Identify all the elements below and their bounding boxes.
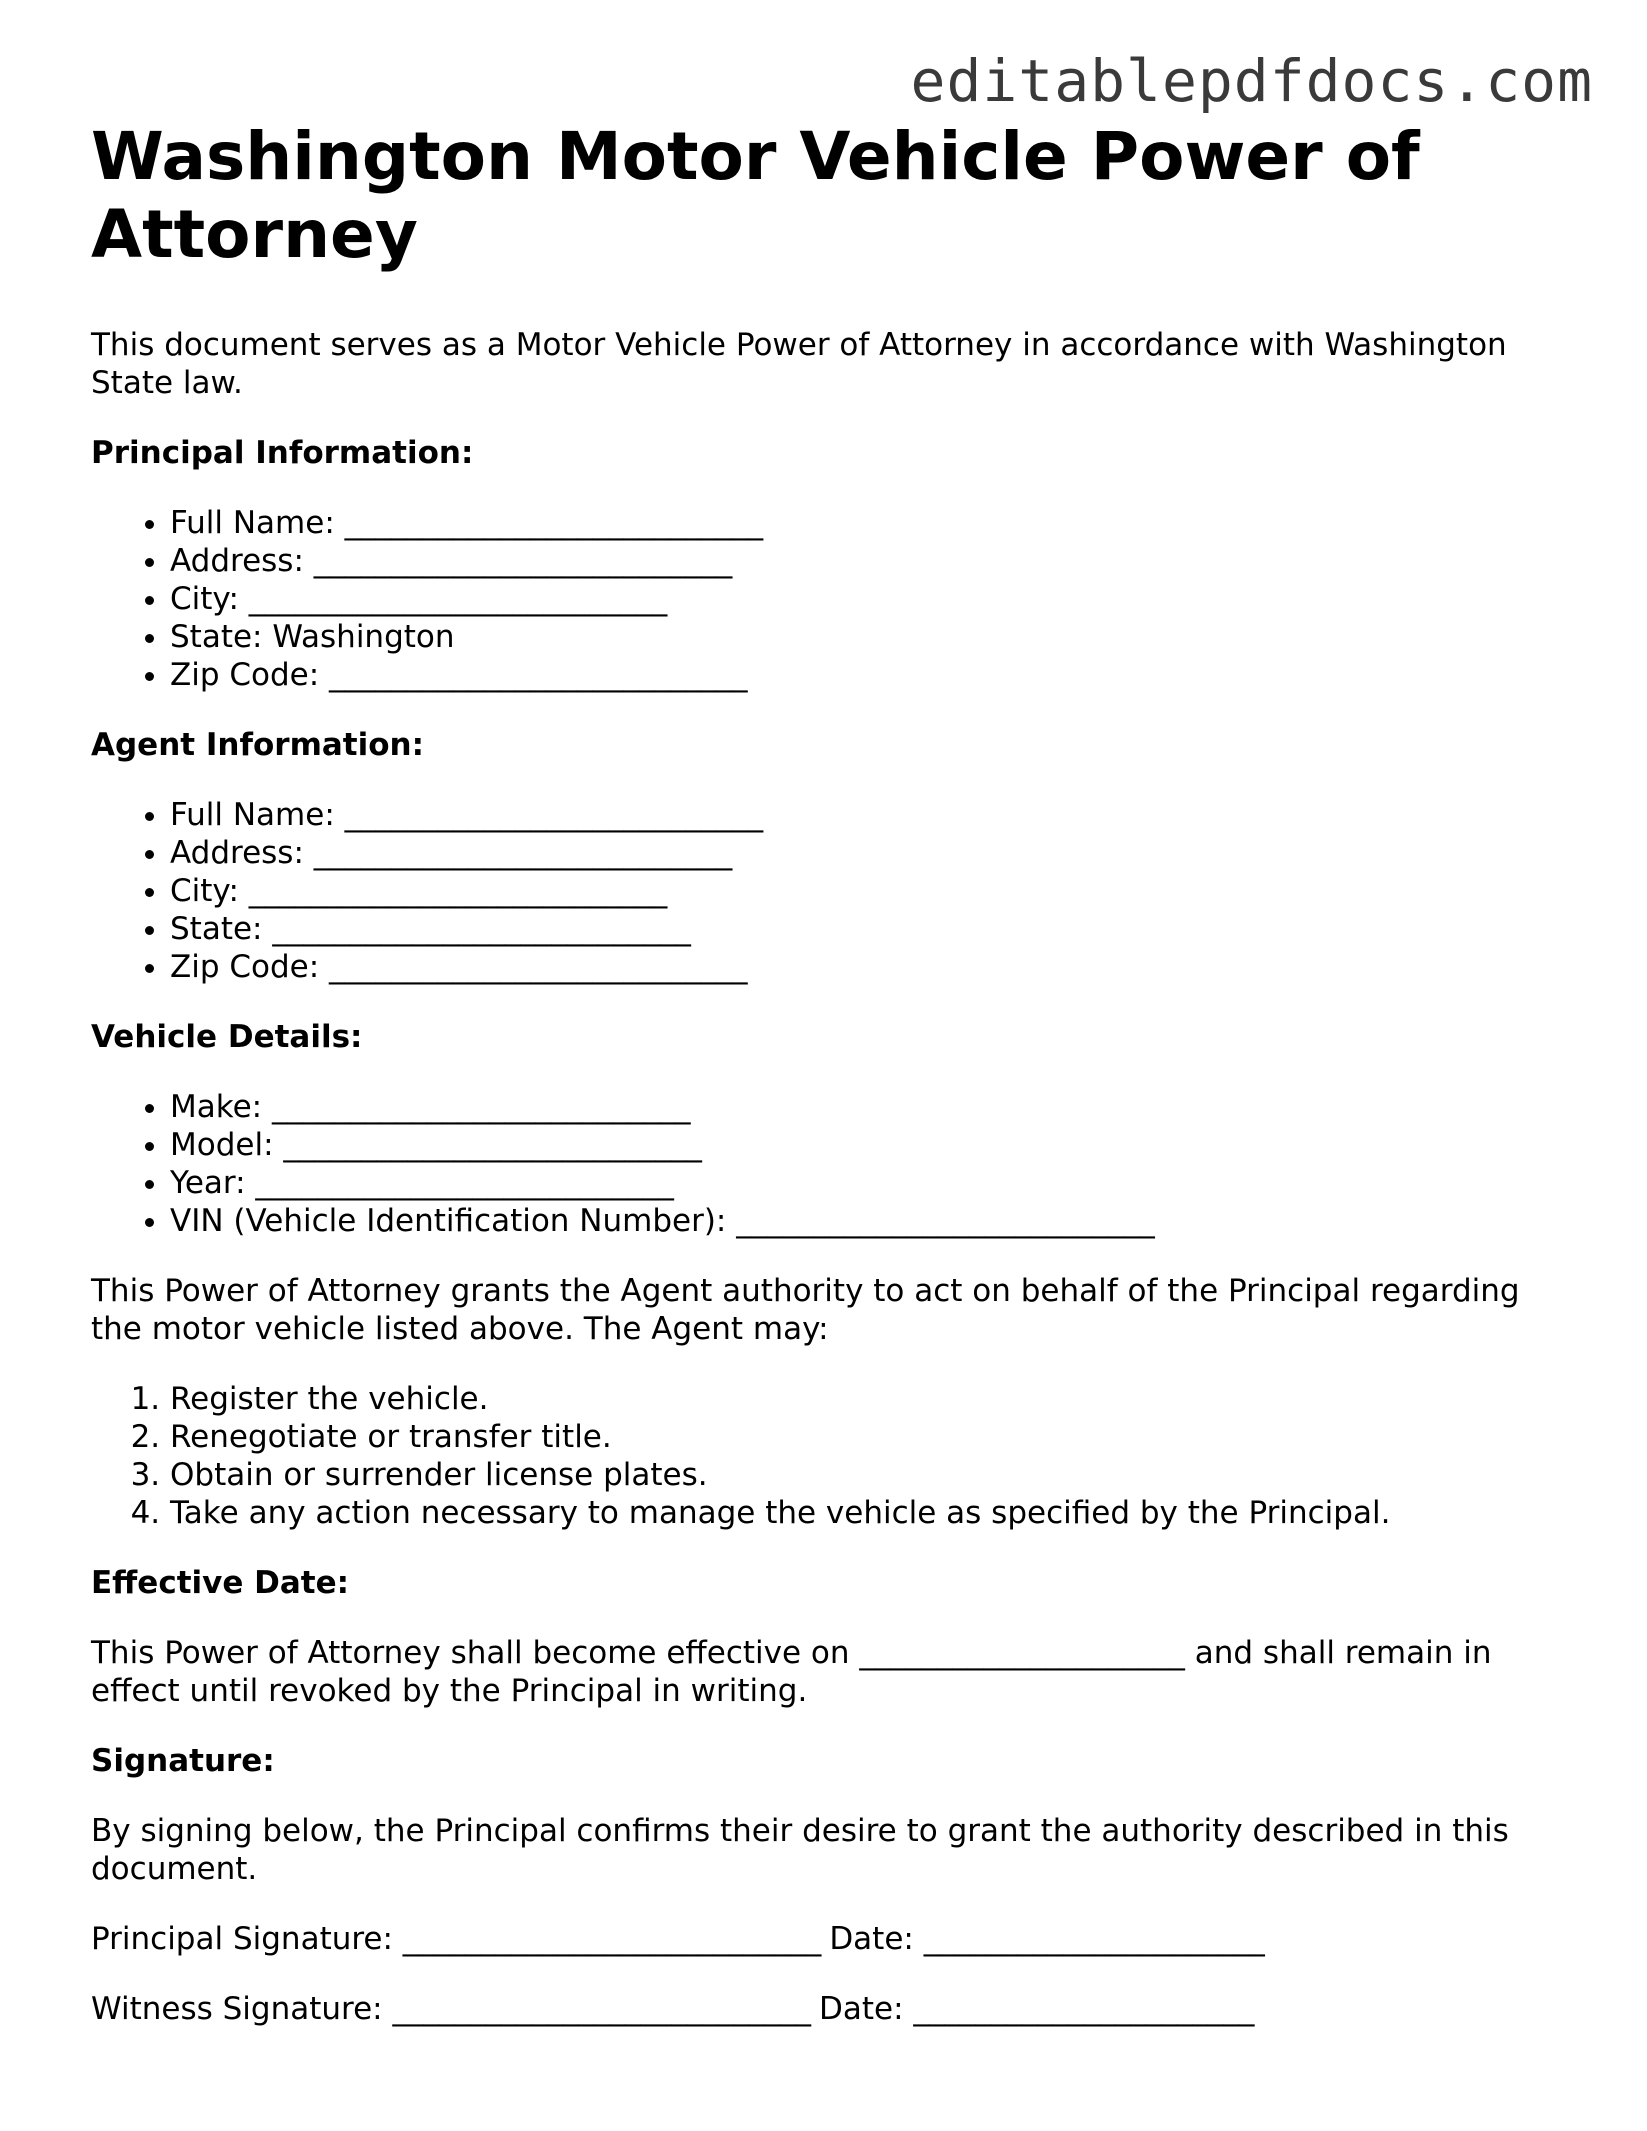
power-item: 1. Register the vehicle. (170, 1380, 1571, 1418)
principal-signature-field: Principal Signature: ___________________________ (91, 1921, 822, 1957)
agent-full-name: • Full Name: ___________________________ (170, 796, 1571, 834)
intro-paragraph: This document serves as a Motor Vehicle Power of Attorney in accordance with Washington State law. (91, 327, 1507, 401)
grant-paragraph: This Power of Attorney grants the Agent authority to act on behalf of the Principal regarding the motor vehicle listed above. The Agent may: (91, 1273, 1520, 1347)
vehicle-heading: Vehicle Details: (91, 1019, 363, 1055)
page-title: Washington Motor Vehicle Power of Attorney (91, 118, 1420, 273)
vehicle-year: • Year: ___________________________ (170, 1164, 1571, 1202)
signature-paragraph: By signing below, the Principal confirms their desire to grant the authority described in this document. (91, 1813, 1509, 1887)
principal-state: • State: Washington (170, 618, 1571, 656)
power-item: 3. Obtain or surrender license plates. (170, 1456, 1571, 1494)
agent-city: • City: ___________________________ (170, 872, 1571, 910)
powers-list (91, 1380, 1571, 1532)
agent-state: • State: ___________________________ (170, 910, 1571, 948)
agent-info-list (91, 796, 1571, 986)
agent-zip: • Zip Code: ___________________________ (170, 948, 1571, 986)
vehicle-make: • Make: ___________________________ (170, 1088, 1571, 1126)
principal-address: • Address: ___________________________ (170, 542, 1571, 580)
power-item: 2. Renegotiate or transfer title. (170, 1418, 1571, 1456)
vehicle-vin: • VIN (Vehicle Identification Number): ___________________________ (170, 1202, 1571, 1240)
witness-signature-field: Witness Signature: ___________________________ (91, 1991, 811, 2027)
agent-address: • Address: ___________________________ (170, 834, 1571, 872)
document-page (91, 118, 1571, 2060)
vehicle-details-list (91, 1088, 1571, 1240)
principal-zip: • Zip Code: ___________________________ (170, 656, 1571, 694)
witness-date-field: Date: ______________________ (818, 1991, 1255, 2027)
principal-full-name: • Full Name: ___________________________ (170, 504, 1571, 542)
principal-heading: Principal Information: (91, 435, 474, 471)
witness-signature-line (91, 1990, 1571, 2028)
principal-info-list (91, 504, 1571, 694)
effective-paragraph: This Power of Attorney shall become effective on _____________________ and shall remain in effect until revoked by the Principal in writing. (91, 1635, 1492, 1709)
agent-heading: Agent Information: (91, 727, 424, 763)
principal-signature-line (91, 1920, 1571, 1958)
watermark: editablepdfdocs.com (910, 47, 1593, 115)
principal-date-field: Date: ______________________ (829, 1921, 1265, 1957)
principal-city: • City: ___________________________ (170, 580, 1571, 618)
signature-heading: Signature: (91, 1743, 275, 1779)
effective-heading: Effective Date: (91, 1565, 350, 1601)
vehicle-model: • Model: ___________________________ (170, 1126, 1571, 1164)
power-item: 4. Take any action necessary to manage the vehicle as specified by the Principal. (170, 1494, 1571, 1532)
